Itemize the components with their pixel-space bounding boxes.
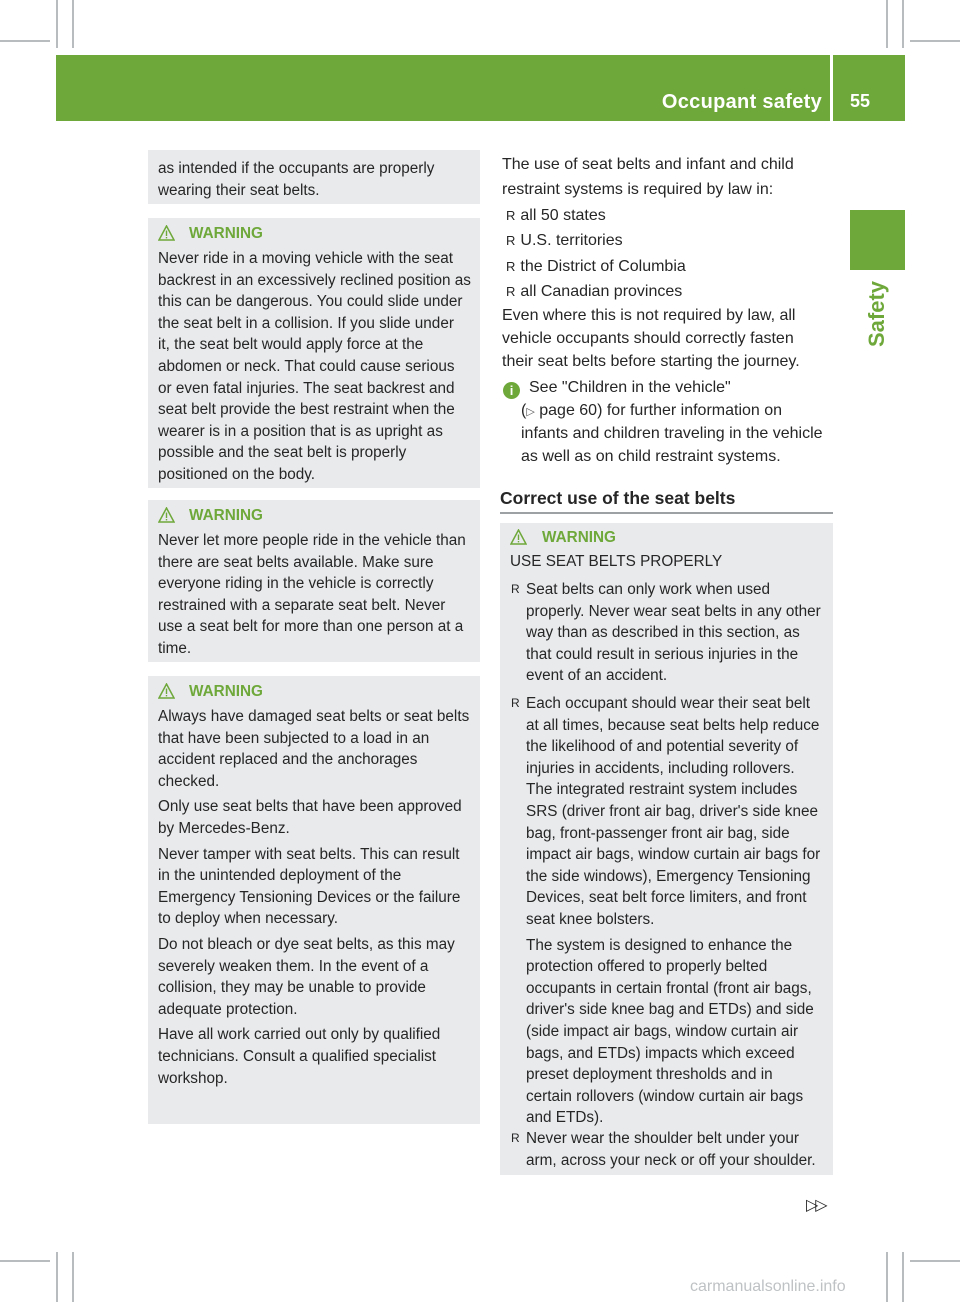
- warning-box: [148, 676, 480, 1124]
- info-icon: i: [503, 382, 520, 399]
- text-line: SRS (driver front air bag, driver's side knee: [526, 802, 818, 820]
- text-line: The use of seat belts and infant and child: [502, 156, 794, 173]
- text-line: certain rollovers (window curtain air bags: [526, 1087, 804, 1105]
- text-line: impact air bags, window curtain air bags for: [526, 846, 821, 864]
- text-line: and ETDs).: [526, 1109, 604, 1127]
- law-list: [506, 203, 686, 304]
- text-line: at all times, because seat belts help reduce: [526, 716, 820, 734]
- text-line: injuries in accidents, including rollovers.: [526, 759, 795, 777]
- text-line: Never tamper with seat belts. This can result: [158, 845, 460, 863]
- text-line: bag, front-passenger front air bag, side: [526, 824, 790, 842]
- crop-mark: [902, 1252, 904, 1302]
- list-item: R all Canadian provinces: [506, 282, 683, 300]
- text-line: Never wear the shoulder belt under your: [526, 1130, 799, 1147]
- text-line: Never ride in a moving vehicle with the seat: [158, 250, 454, 267]
- continued-text-box: [148, 150, 480, 204]
- text-line: restraint systems is required by law in:: [502, 181, 774, 199]
- warning-heading: WARNING: [189, 683, 263, 700]
- crop-mark: [56, 0, 58, 48]
- text-line: bags, and ETDs) impacts which exceed: [526, 1044, 795, 1062]
- text-line: seat knee bolsters.: [526, 910, 655, 928]
- crop-mark: [910, 40, 960, 42]
- text-line: preset deployment thresholds and in: [526, 1066, 773, 1084]
- page-reference-link[interactable]: page 60) for further information on: [534, 401, 783, 419]
- text-line: as intended if the occupants are properly: [158, 160, 435, 177]
- text-line: Devices, seat belt force limiters, and front: [526, 889, 807, 907]
- text-line: in the unintended deployment of the: [158, 867, 402, 885]
- warning-triangle-icon: [510, 529, 527, 545]
- text-line: technicians. Consult a qualified specialist: [158, 1047, 437, 1065]
- heading-rule: [500, 512, 833, 514]
- text-line: possible and the seat belt is properly: [158, 444, 407, 462]
- text-line: severely weaken them. In the event of a: [158, 957, 429, 975]
- crop-mark: [56, 1252, 58, 1302]
- info-note: [521, 377, 823, 468]
- text-line: restrained with a separate seat belt. Never: [158, 596, 446, 614]
- crop-mark: [0, 40, 50, 42]
- warning-box: [148, 500, 480, 662]
- warning-bullet-text: [526, 693, 820, 1129]
- text-line: vehicle occupants should correctly fasten: [502, 330, 794, 347]
- text-line: to deploy when necessary.: [158, 910, 338, 928]
- intro-paragraph: [502, 152, 794, 203]
- text-line: time.: [158, 639, 192, 657]
- text-line: wearing their seat belts.: [158, 181, 320, 199]
- crop-mark: [886, 0, 888, 48]
- list-item: R all 50 states: [506, 207, 606, 224]
- page-number: 55: [850, 91, 871, 111]
- warning-heading: WARNING: [542, 529, 616, 546]
- warning-triangle-icon: [158, 683, 175, 699]
- text-line: collision, they may be unable to provide: [158, 979, 426, 997]
- warning-heading: WARNING: [189, 225, 263, 242]
- section-heading: Correct use of the seat belts: [500, 488, 736, 508]
- text-line: wearer is in a position that is as upright as: [158, 422, 443, 440]
- text-line: checked.: [158, 772, 220, 790]
- text-line: The integrated restraint system includes: [526, 781, 798, 799]
- text-line: their seat belts before starting the journey.: [502, 353, 800, 370]
- text-line: the side windows), Emergency Tensioning: [526, 867, 811, 885]
- bullet-marker: R: [511, 1131, 520, 1145]
- text-line: Do not bleach or dye seat belts, as this may: [158, 935, 455, 953]
- text-line: infants and children traveling in the vehicle: [521, 425, 823, 442]
- text-line: the seat belt in a collision. If you slide under: [158, 314, 454, 332]
- text-line: this can be dangerous. You could slide under: [158, 293, 463, 311]
- text-line: See "Children in the vehicle": [529, 379, 731, 396]
- text-line: Have all work carried out only by qualified: [158, 1026, 441, 1044]
- text-line: Only use seat belts that have been approved: [158, 798, 462, 816]
- text-line: or even fatal injuries. The seat backrest and: [158, 379, 455, 397]
- page-title: Occupant safety: [661, 91, 822, 113]
- text-line: backrest in an excessively reclined position as: [158, 271, 471, 289]
- text-line: Each occupant should wear their seat belt: [526, 695, 811, 712]
- text-line: properly. Never wear seat belts in any other: [526, 602, 821, 620]
- text-line: Seat belts can only work when used: [526, 581, 771, 598]
- watermark: carmanualsonline.info: [690, 1278, 846, 1295]
- bullet-marker: R: [506, 233, 516, 249]
- text-line: Even where this is not required by law, all: [502, 307, 796, 324]
- text-line: way than as described in this section, as: [526, 624, 800, 642]
- text-line: abdomen or neck. That could cause serious: [158, 357, 455, 375]
- warning-bullet-text: [526, 579, 821, 687]
- bullet-marker: R: [506, 208, 516, 223]
- warning-box: [148, 218, 480, 488]
- text-line: protection offered to properly belted: [526, 958, 768, 976]
- warning-triangle-icon: [158, 225, 175, 241]
- text-line: adequate protection.: [158, 1000, 298, 1018]
- text-line: that could result in serious injuries in the: [526, 645, 799, 663]
- text-line: everyone riding in the vehicle is correctly: [158, 575, 434, 593]
- bullet-marker: R: [511, 696, 520, 710]
- bullet-marker: R: [506, 283, 516, 299]
- crop-mark: [0, 1260, 50, 1262]
- text-line: The system is designed to enhance the: [526, 936, 793, 954]
- text-line: use a seat belt for more than one person at a: [158, 618, 464, 636]
- page-reference-arrow-icon[interactable]: ▷: [526, 405, 535, 418]
- crop-mark: [886, 1252, 888, 1302]
- warning-heading: WARNING: [189, 507, 263, 524]
- text-line: Never let more people ride in the vehicle than: [158, 532, 466, 549]
- warning-subheading: USE SEAT BELTS PROPERLY: [510, 553, 723, 570]
- list-item: R the District of Columbia: [506, 257, 686, 275]
- text-line: occupants in certain frontal (front air bags,: [526, 979, 812, 997]
- requirement-paragraph: [502, 304, 800, 373]
- text-line: (side impact air bags, window curtain air: [526, 1022, 799, 1040]
- text-line: by Mercedes-Benz.: [158, 819, 290, 837]
- text-line: seat belt provide the best restraint when the: [158, 401, 455, 419]
- section-tab-label: Safety: [864, 280, 889, 348]
- text-line: positioned on the body.: [158, 465, 316, 483]
- warning-triangle-icon: [158, 507, 175, 523]
- warning-box: [500, 523, 833, 1175]
- crop-mark: [902, 0, 904, 48]
- crop-mark: [72, 1252, 74, 1302]
- list-item: R U.S. territories: [506, 232, 623, 250]
- bullet-marker: R: [511, 582, 520, 596]
- continued-arrow-icon: ▷▷: [806, 1197, 825, 1214]
- page-header: [56, 55, 905, 121]
- text-line: workshop.: [158, 1069, 228, 1087]
- text-line: (▷ page 60) for further information on: [521, 401, 783, 419]
- text-line: as well as on child restraint systems.: [521, 447, 781, 465]
- text-line: Always have damaged seat belts or seat belts: [158, 708, 470, 725]
- crop-mark: [910, 1260, 960, 1262]
- section-tab-marker: [850, 210, 905, 270]
- bullet-marker: R: [506, 258, 516, 274]
- warning-bullet-text: [526, 1128, 816, 1171]
- crop-mark: [72, 0, 74, 48]
- section-tab: [845, 279, 909, 349]
- text-line: the likelihood of and potential severity of: [526, 738, 799, 756]
- text-line: event of an accident.: [526, 667, 668, 685]
- text-line: arm, across your neck or off your shoulder.: [526, 1151, 816, 1169]
- text-line: that have been subjected to a load in an: [158, 729, 430, 747]
- text-line: driver's side knee bag and ETDs) and side: [526, 1001, 814, 1019]
- text-line: there are seat belts available. Make sure: [158, 553, 434, 571]
- text-line: it, the seat belt would apply force at the: [158, 336, 424, 354]
- text-line: accident replaced and the anchorages: [158, 751, 418, 769]
- text-line: Emergency Tensioning Devices or the failure: [158, 888, 461, 906]
- header-divider: [830, 55, 833, 121]
